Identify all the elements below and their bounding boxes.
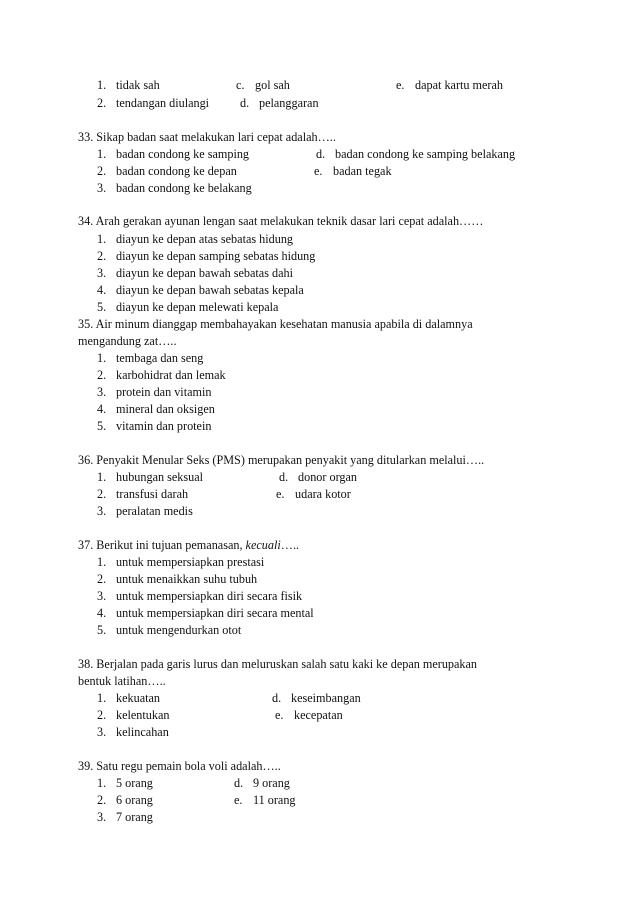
q38-option-e: e. kecepatan — [275, 708, 343, 722]
q39-question: 39. Satu regu pemain bola voli adalah….. — [78, 759, 281, 773]
q34-question: 34. Arah gerakan ayunan lengan saat melakukan teknik dasar lari cepat adalah…… — [78, 214, 484, 228]
q35-option: 3. protein dan vitamin — [97, 385, 212, 399]
q33-option-3: 3. badan condong ke belakang — [97, 181, 252, 195]
q36-option-3: 3. peralatan medis — [97, 504, 193, 518]
q37-option: 4. untuk mempersiapkan diri secara mental — [97, 606, 314, 620]
q36-option-2: 2. transfusi darah — [97, 487, 189, 501]
q33-option-e: e. badan tegak — [314, 164, 392, 178]
q37-option: 1. untuk mempersiapkan prestasi — [97, 555, 265, 569]
q39-option-3: 3. 7 orang — [97, 810, 153, 824]
q36-option-d: d. donor organ — [279, 470, 358, 484]
q32-option-c: c. gol sah — [236, 78, 290, 92]
q34-option: 1. diayun ke depan atas sebatas hidung — [97, 232, 294, 246]
q37-option: 3. untuk mempersiapkan diri secara fisik — [97, 589, 303, 603]
q39-option-1: 1. 5 orang — [97, 776, 153, 790]
q32-option-2: 2. tendangan diulangi — [97, 96, 210, 110]
q38-question-line-1: 38. Berjalan pada garis lurus dan meluruskan salah satu kaki ke depan merupakan — [78, 657, 478, 671]
q33-option-d: d. badan condong ke samping belakang — [316, 147, 516, 161]
q33-option-2: 2. badan condong ke depan — [97, 164, 237, 178]
q36-question: 36. Penyakit Menular Seks (PMS) merupakan penyakit yang ditularkan melalui….. — [78, 453, 485, 467]
q37-question: 37. Berikut ini tujuan pemanasan, kecuali….. — [78, 538, 300, 552]
q34-option: 4. diayun ke depan bawah sebatas kepala — [97, 283, 304, 297]
q34-option: 2. diayun ke depan samping sebatas hidung — [97, 249, 316, 263]
q35-option: 4. mineral dan oksigen — [97, 402, 215, 416]
q38-option-d: d. keseimbangan — [272, 691, 361, 705]
q38-option-2: 2. kelentukan — [97, 708, 170, 722]
q33-option-1: 1. badan condong ke samping — [97, 147, 250, 161]
q35-option: 2. karbohidrat dan lemak — [97, 368, 226, 382]
q39-option-2: 2. 6 orang — [97, 793, 153, 807]
q32-option-d: d. pelanggaran — [240, 96, 319, 110]
q39-option-e: e. 11 orang — [234, 793, 296, 807]
q32-option-e: e. dapat kartu merah — [396, 78, 503, 92]
q38-option-1: 1. kekuatan — [97, 691, 160, 705]
q36-option-1: 1. hubungan seksual — [97, 470, 203, 484]
q36-option-e: e. udara kotor — [276, 487, 351, 501]
q37-option: 5. untuk mengendurkan otot — [97, 623, 242, 637]
q34-option: 3. diayun ke depan bawah sebatas dahi — [97, 266, 293, 280]
q35-question-line-1: 35. Air minum dianggap membahayakan kesehatan manusia apabila di dalamnya — [78, 317, 473, 331]
q37-question-emphasis: kecuali — [245, 538, 281, 552]
q39-option-d: d. 9 orang — [234, 776, 290, 790]
q38-option-3: 3. kelincahan — [97, 725, 169, 739]
q33-question: 33. Sikap badan saat melakukan lari cepat adalah….. — [78, 130, 336, 144]
q35-question-line-2: mengandung zat….. — [78, 334, 177, 348]
q35-option: 5. vitamin dan protein — [97, 419, 212, 433]
q38-question-line-2: bentuk latihan….. — [78, 674, 166, 688]
q35-option: 1. tembaga dan seng — [97, 351, 204, 365]
q37-option: 2. untuk menaikkan suhu tubuh — [97, 572, 258, 586]
q34-option: 5. diayun ke depan melewati kepala — [97, 300, 279, 314]
q32-option-1: 1. tidak sah — [97, 78, 160, 92]
